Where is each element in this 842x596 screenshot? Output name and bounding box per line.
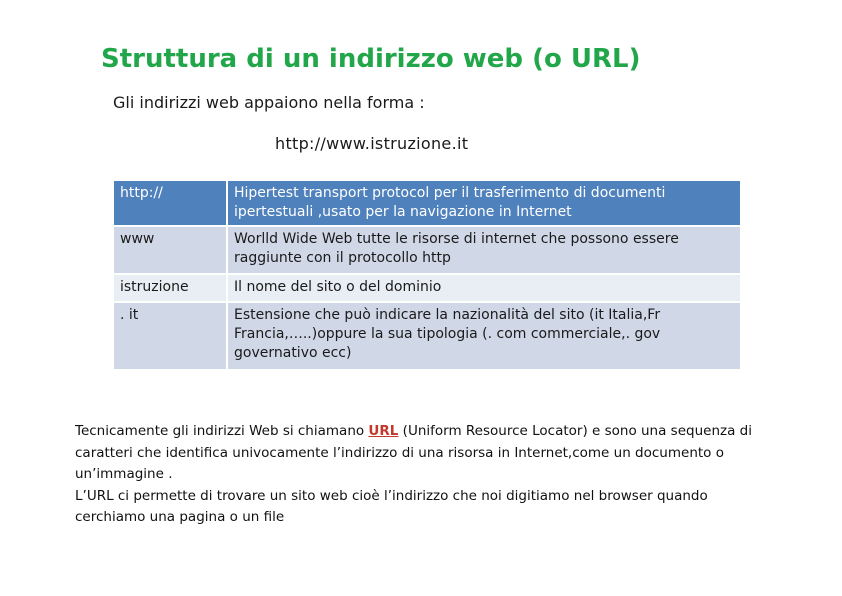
table-row: [114, 275, 740, 301]
page-title: Struttura di un indirizzo web (o URL): [101, 44, 641, 74]
paragraph: L’URL ci permette di trovare un sito web cioè l’indirizzo che noi digitiamo nel browser quando cerchiamo una pagina o un file: [75, 487, 708, 525]
url-acronym: URL: [368, 423, 399, 439]
url-part-description: Worlld Wide Web tutte le risorse di internet che possono essere raggiunte con il protocollo http: [228, 227, 740, 273]
url-part-term: . it: [114, 303, 226, 369]
paragraph-text: Tecnicamente gli indirizzi Web si chiamano: [75, 423, 369, 439]
url-part-description: Il nome del sito o del dominio: [228, 275, 740, 301]
example-url: http://www.istruzione.it: [275, 134, 469, 153]
url-part-term: istruzione: [114, 275, 226, 301]
table-row: [114, 227, 740, 273]
table-row: [114, 181, 740, 225]
url-part-term: http://: [114, 181, 226, 225]
url-part-description: Hipertest transport protocol per il trasferimento di documenti ipertestuali ,usato per la navigazione in Internet: [228, 181, 740, 225]
subtitle: Gli indirizzi web appaiono nella forma :: [113, 93, 425, 112]
explanation-text: [75, 421, 765, 529]
url-parts-table: [112, 179, 742, 371]
paragraph: [75, 421, 765, 486]
paragraph-text: (Uniform Resource Locator) e sono una sequenza di caratteri che identifica univocamente l’indirizzo di una risorsa in Internet,come un documento o un’immagine .: [75, 423, 752, 482]
url-part-description: Estensione che può indicare la nazionalità del sito (it Italia,Fr Francia,…..)oppure la sua tipologia (. com commerciale,. gov governativo ecc): [228, 303, 740, 369]
url-part-term: www: [114, 227, 226, 273]
table-row: [114, 303, 740, 369]
